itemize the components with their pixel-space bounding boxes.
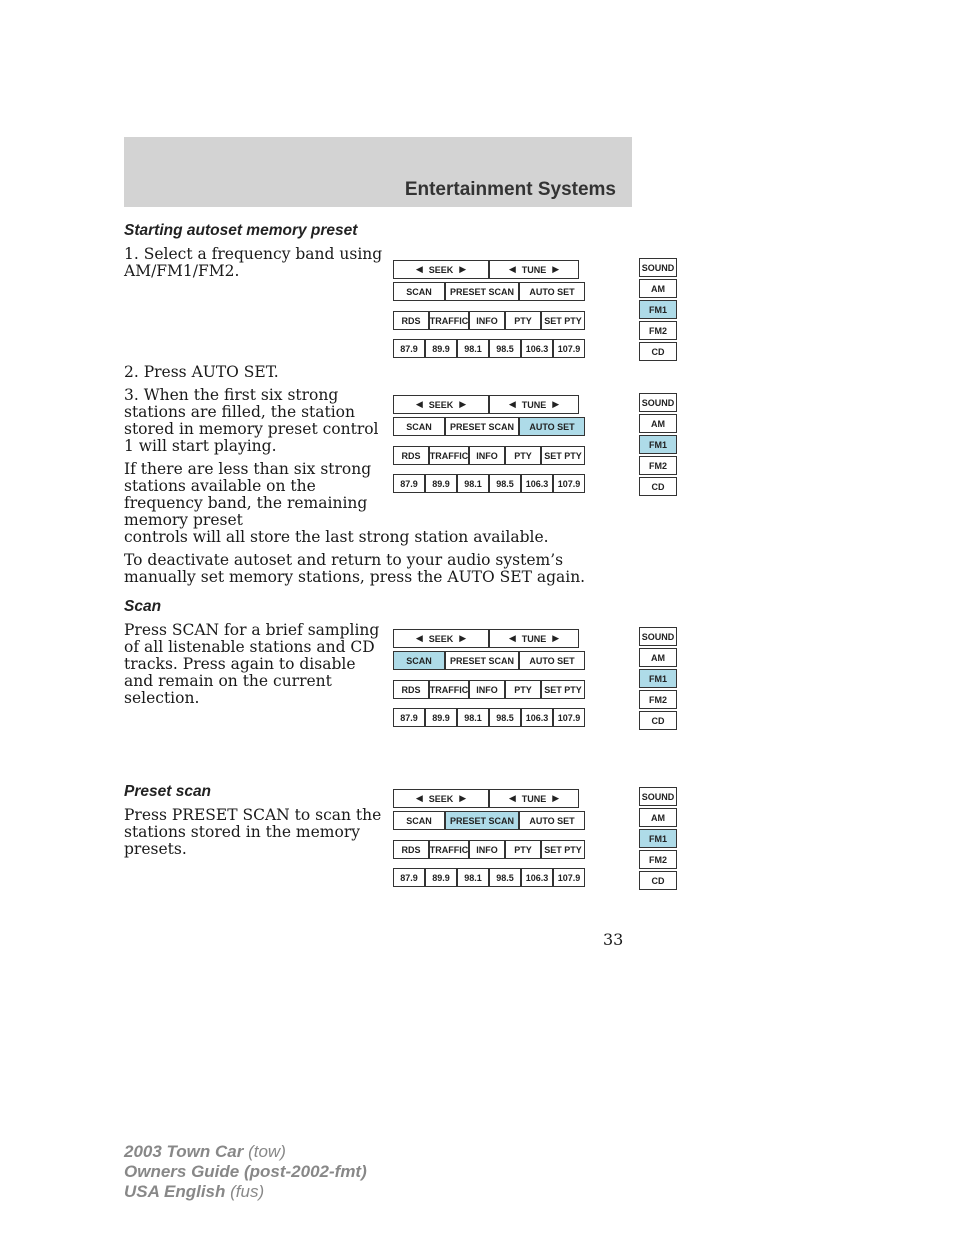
- fm1-button[interactable]: [639, 435, 677, 454]
- am-button[interactable]: [639, 648, 677, 667]
- rds-label: RDS: [401, 684, 421, 695]
- traffic-label: TRAFFIC: [429, 315, 469, 326]
- fm2-button[interactable]: [639, 690, 677, 709]
- preset-button-3[interactable]: 98.1: [457, 708, 489, 727]
- preset-button-6[interactable]: 107.9: [553, 339, 585, 358]
- auto-set-label: AUTO SET: [529, 815, 575, 826]
- rds-button[interactable]: [393, 446, 429, 465]
- traffic-label: TRAFFIC: [429, 684, 469, 695]
- cd-button[interactable]: [639, 477, 677, 496]
- radio-panel-3: [393, 627, 675, 739]
- rds-label: RDS: [401, 450, 421, 461]
- arrow-right-icon: ▶: [459, 793, 467, 803]
- traffic-label: TRAFFIC: [429, 844, 469, 855]
- tune-label: TUNE: [521, 399, 547, 410]
- arrow-right-icon: ▶: [552, 633, 560, 643]
- arrow-right-icon: ▶: [459, 399, 467, 409]
- seek-label: SEEK: [428, 633, 454, 644]
- arrow-right-icon: ▶: [552, 793, 560, 803]
- info-label: INFO: [476, 844, 498, 855]
- am-button[interactable]: [639, 414, 677, 433]
- cd-button[interactable]: [639, 711, 677, 730]
- seek-label: SEEK: [428, 264, 454, 275]
- preset-button-2[interactable]: 89.9: [425, 868, 457, 887]
- radio-panel-1: [393, 258, 675, 370]
- scan-button[interactable]: [393, 417, 445, 436]
- set-pty-label: SET PTY: [544, 315, 582, 326]
- rds-button[interactable]: [393, 680, 429, 699]
- seek-tune-row: [393, 629, 579, 648]
- tune-label: TUNE: [521, 264, 547, 275]
- sound-label: SOUND: [641, 397, 675, 408]
- rds-button[interactable]: [393, 840, 429, 859]
- preset-button-2[interactable]: 89.9: [425, 339, 457, 358]
- fm1-label: FM1: [649, 439, 667, 450]
- set-pty-label: SET PTY: [544, 844, 582, 855]
- fm1-label: FM1: [649, 673, 667, 684]
- arrow-right-icon: ▶: [552, 264, 560, 274]
- preset-button-5[interactable]: 106.3: [521, 339, 553, 358]
- info-label: INFO: [476, 684, 498, 695]
- footer-guide: Owners Guide (post-2002-fmt): [124, 1162, 367, 1181]
- cd-label: CD: [651, 875, 665, 886]
- auto-set-label: AUTO SET: [529, 286, 575, 297]
- preset-button-5[interactable]: 106.3: [521, 868, 553, 887]
- page-title: Entertainment Systems: [404, 179, 616, 200]
- fm2-label: FM2: [649, 854, 667, 865]
- preset-row: [393, 868, 585, 887]
- set-pty-button[interactable]: [541, 840, 585, 859]
- preset-button-5[interactable]: 106.3: [521, 708, 553, 727]
- scan-label: SCAN: [406, 815, 432, 826]
- page-number: 33: [603, 930, 624, 949]
- fm2-button[interactable]: [639, 321, 677, 340]
- sound-button[interactable]: [639, 258, 677, 277]
- sound-button[interactable]: [639, 393, 677, 412]
- tune-label: TUNE: [521, 633, 547, 644]
- scan-body: Press SCAN for a brief sampling of all listenable stations and CD tracks. Press again to disable and remain on the current selection.: [124, 621, 380, 707]
- pty-label: PTY: [514, 844, 532, 855]
- set-pty-button[interactable]: [541, 446, 585, 465]
- preset-scan-label: PRESET SCAN: [449, 655, 514, 666]
- seek-button[interactable]: [393, 395, 489, 414]
- arrow-left-icon: ◀: [508, 793, 516, 803]
- seek-button[interactable]: [393, 260, 489, 279]
- info-button[interactable]: [469, 680, 505, 699]
- preset-button-4[interactable]: 98.5: [489, 708, 521, 727]
- preset-scan-button[interactable]: [445, 811, 519, 830]
- preset-scan-button[interactable]: [445, 651, 519, 670]
- fm2-label: FM2: [649, 325, 667, 336]
- pty-button[interactable]: [505, 680, 541, 699]
- preset-scan-body: Press PRESET SCAN to scan the stations stored in the memory presets.: [124, 806, 382, 858]
- band-column: [639, 393, 677, 496]
- preset-button-4[interactable]: 98.5: [489, 339, 521, 358]
- info-label: INFO: [476, 450, 498, 461]
- am-label: AM: [651, 283, 665, 294]
- scan-button[interactable]: [393, 651, 445, 670]
- autoset-note1b: controls will all store the last strong station available.: [124, 528, 549, 546]
- rds-label: RDS: [401, 844, 421, 855]
- preset-button-6[interactable]: 107.9: [553, 708, 585, 727]
- auto-set-label: AUTO SET: [529, 655, 575, 666]
- cd-button[interactable]: [639, 342, 677, 361]
- auto-set-button[interactable]: [519, 417, 585, 436]
- arrow-right-icon: ▶: [459, 633, 467, 643]
- fm1-button[interactable]: [639, 669, 677, 688]
- preset-scan-label: PRESET SCAN: [449, 421, 514, 432]
- seek-tune-row: [393, 789, 579, 808]
- rds-row: [393, 311, 585, 330]
- seek-tune-row: [393, 395, 579, 414]
- sound-label: SOUND: [641, 262, 675, 273]
- info-button[interactable]: [469, 446, 505, 465]
- preset-row: [393, 474, 585, 493]
- set-pty-label: SET PTY: [544, 450, 582, 461]
- sound-label: SOUND: [641, 791, 675, 802]
- pty-button[interactable]: [505, 840, 541, 859]
- am-button[interactable]: [639, 808, 677, 827]
- preset-button-4[interactable]: 98.5: [489, 868, 521, 887]
- set-pty-label: SET PTY: [544, 684, 582, 695]
- rds-row: [393, 446, 585, 465]
- am-label: AM: [651, 418, 665, 429]
- sound-button[interactable]: [639, 627, 677, 646]
- preset-button-1[interactable]: 87.9: [393, 708, 425, 727]
- preset-button-4[interactable]: 98.5: [489, 474, 521, 493]
- preset-scan-button[interactable]: [445, 417, 519, 436]
- am-button[interactable]: [639, 279, 677, 298]
- traffic-label: TRAFFIC: [429, 450, 469, 461]
- traffic-button[interactable]: [429, 311, 469, 330]
- arrow-right-icon: ▶: [552, 399, 560, 409]
- preset-scan-title: Preset scan: [124, 783, 212, 800]
- rds-row: [393, 840, 585, 859]
- fm2-label: FM2: [649, 694, 667, 705]
- preset-row: [393, 339, 585, 358]
- preset-button-2[interactable]: 89.9: [425, 474, 457, 493]
- rds-label: RDS: [401, 315, 421, 326]
- arrow-left-icon: ◀: [508, 399, 516, 409]
- arrow-right-icon: ▶: [459, 264, 467, 274]
- set-pty-button[interactable]: [541, 680, 585, 699]
- rds-button[interactable]: [393, 311, 429, 330]
- scan-row: [393, 811, 585, 830]
- fm1-label: FM1: [649, 833, 667, 844]
- fm1-label: FM1: [649, 304, 667, 315]
- footer-model: 2003 Town Car: [124, 1142, 244, 1161]
- autoset-title: Starting autoset memory preset: [124, 222, 358, 239]
- scan-button[interactable]: [393, 811, 445, 830]
- preset-button-1[interactable]: 87.9: [393, 868, 425, 887]
- preset-button-2[interactable]: 89.9: [425, 708, 457, 727]
- preset-button-5[interactable]: 106.3: [521, 474, 553, 493]
- traffic-button[interactable]: [429, 446, 469, 465]
- tune-button[interactable]: [489, 629, 579, 648]
- info-button[interactable]: [469, 311, 505, 330]
- footer-language: USA English: [124, 1182, 226, 1201]
- footer: [124, 1142, 367, 1202]
- preset-row: [393, 708, 585, 727]
- auto-set-button[interactable]: [519, 651, 585, 670]
- info-label: INFO: [476, 315, 498, 326]
- tune-button[interactable]: [489, 789, 579, 808]
- preset-button-3[interactable]: 98.1: [457, 868, 489, 887]
- scan-label: SCAN: [406, 655, 432, 666]
- scan-label: SCAN: [406, 421, 432, 432]
- header-band: [124, 137, 632, 207]
- pty-button[interactable]: [505, 446, 541, 465]
- seek-tune-row: [393, 260, 579, 279]
- pty-button[interactable]: [505, 311, 541, 330]
- fm2-label: FM2: [649, 460, 667, 471]
- scan-label: SCAN: [406, 286, 432, 297]
- preset-button-1[interactable]: 87.9: [393, 474, 425, 493]
- autoset-step3: 3. When the first six strong stations are filled, the station stored in memory preset control 1 will start playing.: [124, 386, 379, 455]
- radio-panel-4: [393, 787, 675, 899]
- band-column: [639, 787, 677, 890]
- arrow-left-icon: ◀: [508, 633, 516, 643]
- fm1-button[interactable]: [639, 829, 677, 848]
- scan-row: [393, 651, 585, 670]
- am-label: AM: [651, 652, 665, 663]
- scan-title: Scan: [124, 598, 162, 615]
- sound-label: SOUND: [641, 631, 675, 642]
- preset-button-3[interactable]: 98.1: [457, 339, 489, 358]
- preset-button-3[interactable]: 98.1: [457, 474, 489, 493]
- info-button[interactable]: [469, 840, 505, 859]
- scan-row: [393, 282, 585, 301]
- autoset-step2: 2. Press AUTO SET.: [124, 363, 279, 381]
- traffic-button[interactable]: [429, 680, 469, 699]
- scan-button[interactable]: [393, 282, 445, 301]
- preset-button-1[interactable]: 87.9: [393, 339, 425, 358]
- band-column: [639, 258, 677, 361]
- traffic-button[interactable]: [429, 840, 469, 859]
- preset-button-6[interactable]: 107.9: [553, 474, 585, 493]
- fm2-button[interactable]: [639, 850, 677, 869]
- am-label: AM: [651, 812, 665, 823]
- footer-language-code: (fus): [230, 1182, 265, 1201]
- cd-button[interactable]: [639, 871, 677, 890]
- preset-scan-label: PRESET SCAN: [449, 286, 514, 297]
- seek-button[interactable]: [393, 629, 489, 648]
- sound-button[interactable]: [639, 787, 677, 806]
- preset-button-6[interactable]: 107.9: [553, 868, 585, 887]
- fm1-button[interactable]: [639, 300, 677, 319]
- pty-label: PTY: [514, 450, 532, 461]
- preset-scan-label: PRESET SCAN: [449, 815, 514, 826]
- arrow-left-icon: ◀: [415, 264, 423, 274]
- arrow-left-icon: ◀: [508, 264, 516, 274]
- autoset-note2: To deactivate autoset and return to your audio system’s manually set memory stations, press the AUTO SET again.: [124, 551, 586, 586]
- pty-label: PTY: [514, 315, 532, 326]
- rds-row: [393, 680, 585, 699]
- auto-set-button[interactable]: [519, 811, 585, 830]
- autoset-step1: 1. Select a frequency band using AM/FM1/FM2.: [124, 245, 383, 280]
- scan-row: [393, 417, 585, 436]
- cd-label: CD: [651, 715, 665, 726]
- cd-label: CD: [651, 346, 665, 357]
- auto-set-label: AUTO SET: [529, 421, 575, 432]
- arrow-left-icon: ◀: [415, 793, 423, 803]
- cd-label: CD: [651, 481, 665, 492]
- auto-set-button[interactable]: [519, 282, 585, 301]
- autoset-note1a: If there are less than six strong stations available on the frequency band, the remaining memory preset: [124, 460, 372, 529]
- arrow-left-icon: ◀: [415, 633, 423, 643]
- seek-label: SEEK: [428, 399, 454, 410]
- pty-label: PTY: [514, 684, 532, 695]
- fm2-button[interactable]: [639, 456, 677, 475]
- footer-model-code: (tow): [248, 1142, 286, 1161]
- radio-panel-2: [393, 393, 675, 505]
- preset-scan-button[interactable]: [445, 282, 519, 301]
- band-column: [639, 627, 677, 730]
- arrow-left-icon: ◀: [415, 399, 423, 409]
- set-pty-button[interactable]: [541, 311, 585, 330]
- tune-button[interactable]: [489, 395, 579, 414]
- seek-button[interactable]: [393, 789, 489, 808]
- seek-label: SEEK: [428, 793, 454, 804]
- tune-label: TUNE: [521, 793, 547, 804]
- tune-button[interactable]: [489, 260, 579, 279]
